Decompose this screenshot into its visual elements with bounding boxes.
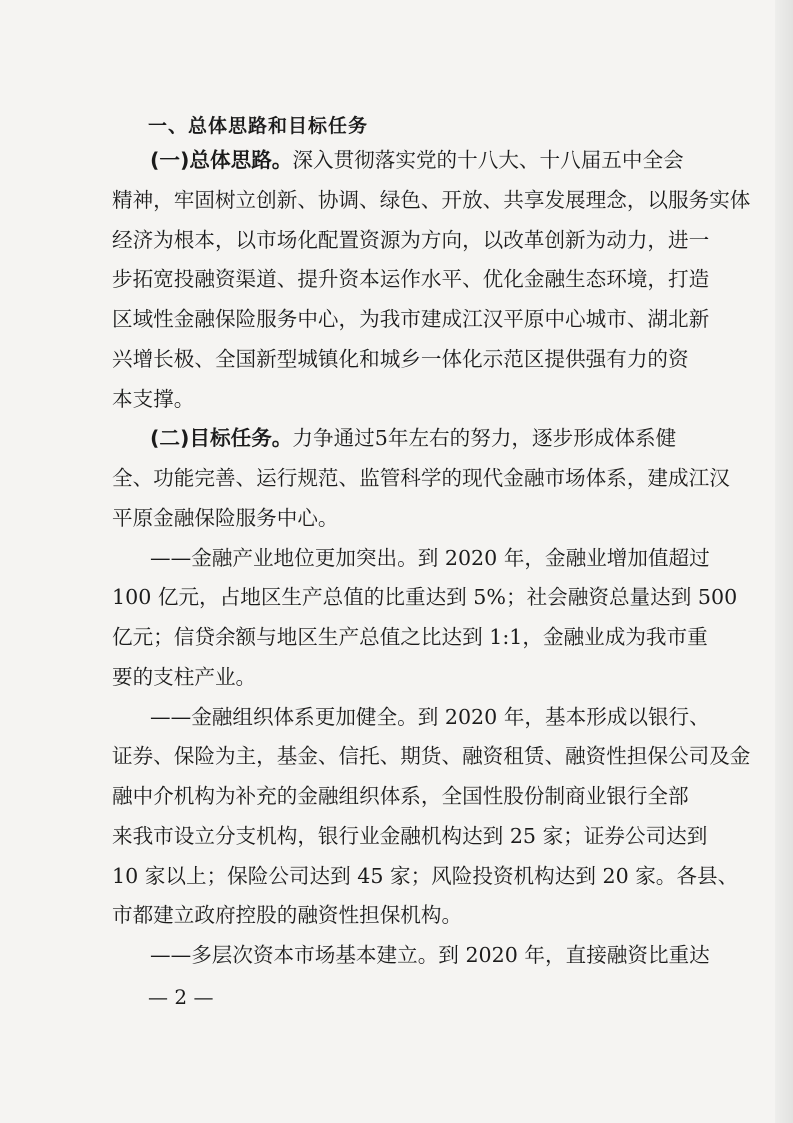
overall-line: 精神，牢固树立创新、协调、绿色、开放、共享发展理念，以服务实体 [112, 188, 751, 212]
target-line: 全、功能完善、运行规范、监管科学的现代金融市场体系，建成江汉 [112, 466, 730, 490]
overall-label: (一)总体思路。 [150, 148, 293, 172]
goal1-line: 亿元；信贷余额与地区生产总值之比达到 1:1，金融业成为我市重 [112, 625, 708, 649]
overall-line-text: 深入贯彻落实党的十八大、十八届五中全会 [292, 148, 684, 172]
overall-line: 区域性金融保险服务中心，为我市建成江汉平原中心城市、湖北新 [112, 307, 710, 331]
target-line-text: 力争通过5年左右的努力，逐步形成体系健 [292, 426, 677, 450]
section-heading: 一、总体思路和目标任务 [148, 115, 369, 137]
target-line: 平原金融保险服务中心。 [112, 506, 339, 530]
overall-first-line [150, 145, 684, 175]
goal3-line: ——多层次资本市场基本建立。到 2020 年，直接融资比重达 [150, 943, 710, 967]
overall-line: 兴增长极、全国新型城镇化和城乡一体化示范区提供强有力的资 [112, 347, 689, 371]
target-label: (二)目标任务。 [150, 426, 293, 450]
page-number: — 2 — [148, 985, 214, 1009]
target-first-line [150, 423, 676, 453]
goal1-line: 要的支柱产业。 [112, 665, 257, 689]
page-edge-shadow [775, 0, 793, 1123]
overall-line: 经济为根本，以市场化配置资源为方向，以改革创新为动力，进一 [112, 228, 710, 252]
goal2-line: 来我市设立分支机构，银行业金融机构达到 25 家；证券公司达到 [112, 824, 708, 848]
goal1-line: 100 亿元，占地区生产总值的比重达到 5%；社会融资总量达到 500 [112, 585, 738, 609]
goal2-line: 融中介机构为补充的金融组织体系，全国性股份制商业银行全部 [112, 784, 689, 808]
overall-line: 本支撑。 [112, 387, 195, 411]
goal2-line: 10 家以上；保险公司达到 45 家；风险投资机构达到 20 家。各县、 [112, 864, 739, 888]
goal1-line: ——金融产业地位更加突出。到 2020 年，金融业增加值超过 [150, 546, 710, 570]
goal2-line: ——金融组织体系更加健全。到 2020 年，基本形成以银行、 [150, 705, 710, 729]
goal2-line: 市都建立政府控股的融资性担保机构。 [112, 903, 463, 927]
goal2-line: 证券、保险为主，基金、信托、期货、融资租赁、融资性担保公司及金 [112, 744, 751, 768]
overall-line: 步拓宽投融资渠道、提升资本运作水平、优化金融生态环境，打造 [112, 267, 710, 291]
